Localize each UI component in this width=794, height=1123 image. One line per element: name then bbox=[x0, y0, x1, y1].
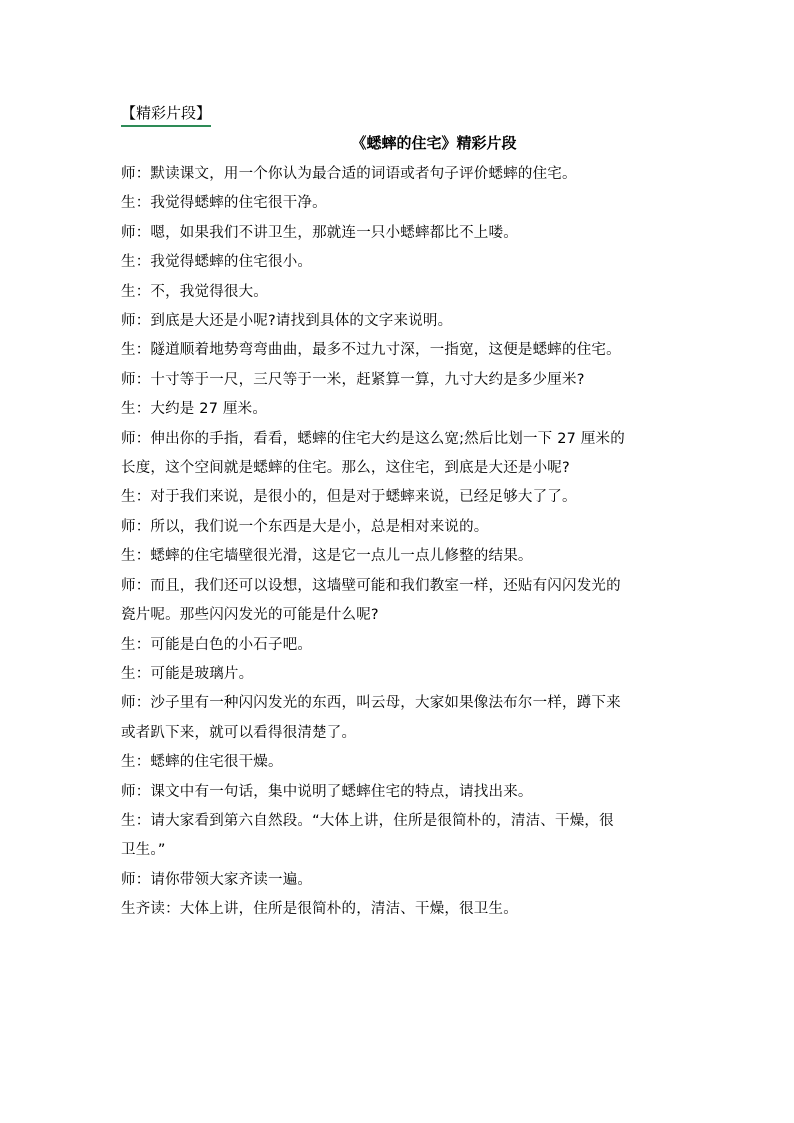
dialogue-line: 卫生。” bbox=[121, 842, 166, 859]
dialogue-line: 生：蟋蟀的住宅墙壁很光滑，这是它一点儿一点儿修整的结果。 bbox=[121, 548, 533, 565]
section-tag: 【精彩片段】 bbox=[121, 102, 211, 127]
dialogue-line: 生：可能是玻璃片。 bbox=[121, 665, 254, 682]
dialogue-line: 生：不，我觉得很大。 bbox=[121, 283, 268, 300]
dialogue-line: 生：对于我们来说，是很小的，但是对于蟋蟀来说，已经足够大了了。 bbox=[121, 489, 577, 506]
dialogue-list bbox=[121, 160, 669, 925]
dialogue-line: 或者趴下来，就可以看得很清楚了。 bbox=[121, 724, 357, 741]
dialogue-line: 师：请你带领大家齐读一遍。 bbox=[121, 871, 313, 888]
dialogue-line: 生：大约是 27 厘米。 bbox=[121, 401, 268, 418]
dialogue-line: 生：隧道顺着地势弯弯曲曲，最多不过九寸深，一指宽，这便是蟋蟀的住宅。 bbox=[121, 342, 621, 359]
document-title: 《蟋蟀的住宅》精彩片段 bbox=[351, 134, 517, 152]
dialogue-line: 师：到底是大还是小呢?请找到具体的文字来说明。 bbox=[121, 313, 453, 330]
dialogue-line: 师：沙子里有一种闪闪发光的东西，叫云母，大家如果像法布尔一样，蹲下来 bbox=[121, 695, 621, 712]
dialogue-line: 生：请大家看到第六自然段。“大体上讲，住所是很简朴的，清洁、干燥，很 bbox=[121, 812, 614, 829]
dialogue-line: 师：所以，我们说一个东西是大是小，总是相对来说的。 bbox=[121, 518, 489, 535]
dialogue-line: 瓷片呢。那些闪闪发光的可能是什么呢? bbox=[121, 607, 379, 624]
dialogue-line: 师：嗯，如果我们不讲卫生，那就连一只小蟋蟀都比不上喽。 bbox=[121, 224, 518, 241]
dialogue-line: 师：课文中有一句话，集中说明了蟋蟀住宅的特点，请找出来。 bbox=[121, 783, 533, 800]
dialogue-line: 生：我觉得蟋蟀的住宅很小。 bbox=[121, 254, 313, 271]
dialogue-line: 生：蟋蟀的住宅很干燥。 bbox=[121, 754, 283, 771]
dialogue-line: 师：默读课文，用一个你认为最合适的词语或者句子评价蟋蟀的住宅。 bbox=[121, 166, 577, 182]
dialogue-line: 生：我觉得蟋蟀的住宅很干净。 bbox=[121, 195, 327, 212]
dialogue-line: 生齐读：大体上讲，住所是很简朴的，清洁、干燥，很卫生。 bbox=[121, 901, 518, 918]
dialogue-line: 师：伸出你的手指，看看，蟋蟀的住宅大约是这么宽;然后比划一下 27 厘米的 bbox=[121, 430, 625, 447]
dialogue-line: 师：而且，我们还可以设想，这墙壁可能和我们教室一样，还贴有闪闪发光的 bbox=[121, 577, 621, 594]
dialogue-line: 生：可能是白色的小石子吧。 bbox=[121, 636, 313, 653]
dialogue-line: 师：十寸等于一尺，三尺等于一米，赶紧算一算，九寸大约是多少厘米? bbox=[121, 371, 585, 388]
dialogue-line: 长度，这个空间就是蟋蟀的住宅。那么，这住宅，到底是大还是小呢? bbox=[121, 460, 570, 477]
